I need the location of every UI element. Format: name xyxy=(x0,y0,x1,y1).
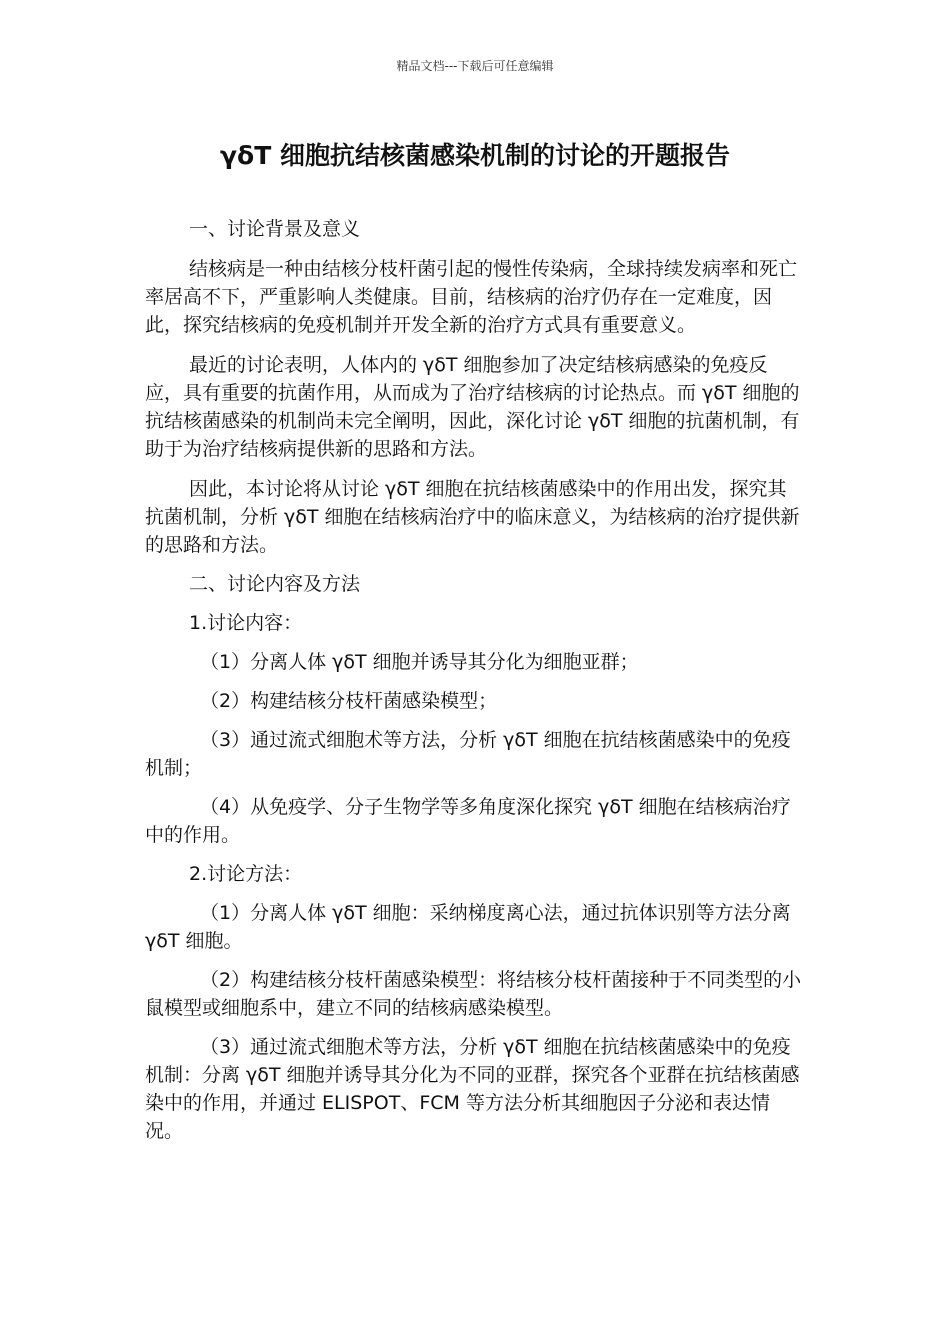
header-note: 精品文档---下载后可任意编辑 xyxy=(396,59,554,73)
method-item-2: （2）构建结核分枝杆菌感染模型：将结核分枝杆菌接种于不同类型的小鼠模型或细胞系中，建立不同的结核病感染模型。 xyxy=(145,969,802,1019)
paragraph-study-aim: 因此，本讨论将从讨论 γδT 细胞在抗结核菌感染中的作用出发，探究其抗菌机制，分析 γδT 细胞在结核病治疗中的临床意义，为结核病的治疗提供新的思路和方法。 xyxy=(145,478,800,556)
method-item-3: （3）通过流式细胞术等方法，分析 γδT 细胞在抗结核菌感染中的免疫机制：分离 γδT 细胞并诱导其分化为不同的亚群，探究各个亚群在抗结核菌感染中的作用，并通过 ELISPOT、FCM 等方法分析其细胞因子分泌和表达情况。 xyxy=(145,1036,800,1142)
content-item-4: （4）从免疫学、分子生物学等多角度深化探究 γδT 细胞在结核病治疗中的作用。 xyxy=(145,796,791,846)
document-title: γδT 细胞抗结核菌感染机制的讨论的开题报告 xyxy=(220,141,730,170)
subheading-content: 1.讨论内容： xyxy=(189,612,303,634)
section-heading-background: 一、讨论背景及意义 xyxy=(189,218,361,240)
subheading-method: 2.讨论方法： xyxy=(189,863,303,885)
content-item-2: （2）构建结核分枝杆菌感染模型； xyxy=(200,690,498,712)
section-heading-content-method: 二、讨论内容及方法 xyxy=(189,573,361,595)
paragraph-gammadelta-research: 最近的讨论表明，人体内的 γδT 细胞参加了决定结核病感染的免疫反应，具有重要的抗菌作用，从而成为了治疗结核病的讨论热点。而 γδT 细胞的抗结核菌感染的机制尚未完全阐明，因此，深化讨论 γδT 细胞的抗菌机制，有助于为治疗结核病提供新的思路和方法。 xyxy=(145,354,800,460)
content-item-3: （3）通过流式细胞术等方法，分析 γδT 细胞在抗结核菌感染中的免疫机制； xyxy=(145,729,791,779)
content-item-1: （1）分离人体 γδT 细胞并诱导其分化为细胞亚群； xyxy=(200,651,639,673)
paragraph-tb-intro: 结核病是一种由结核分枝杆菌引起的慢性传染病，全球持续发病率和死亡率居高不下，严重影响人类健康。目前，结核病的治疗仍存在一定难度，因此，探究结核病的免疫机制并开发全新的治疗方式具有重要意义。 xyxy=(145,258,798,336)
method-item-1: （1）分离人体 γδT 细胞：采纳梯度离心法，通过抗体识别等方法分离 γδT 细胞。 xyxy=(145,902,791,952)
document-body xyxy=(145,215,805,1145)
